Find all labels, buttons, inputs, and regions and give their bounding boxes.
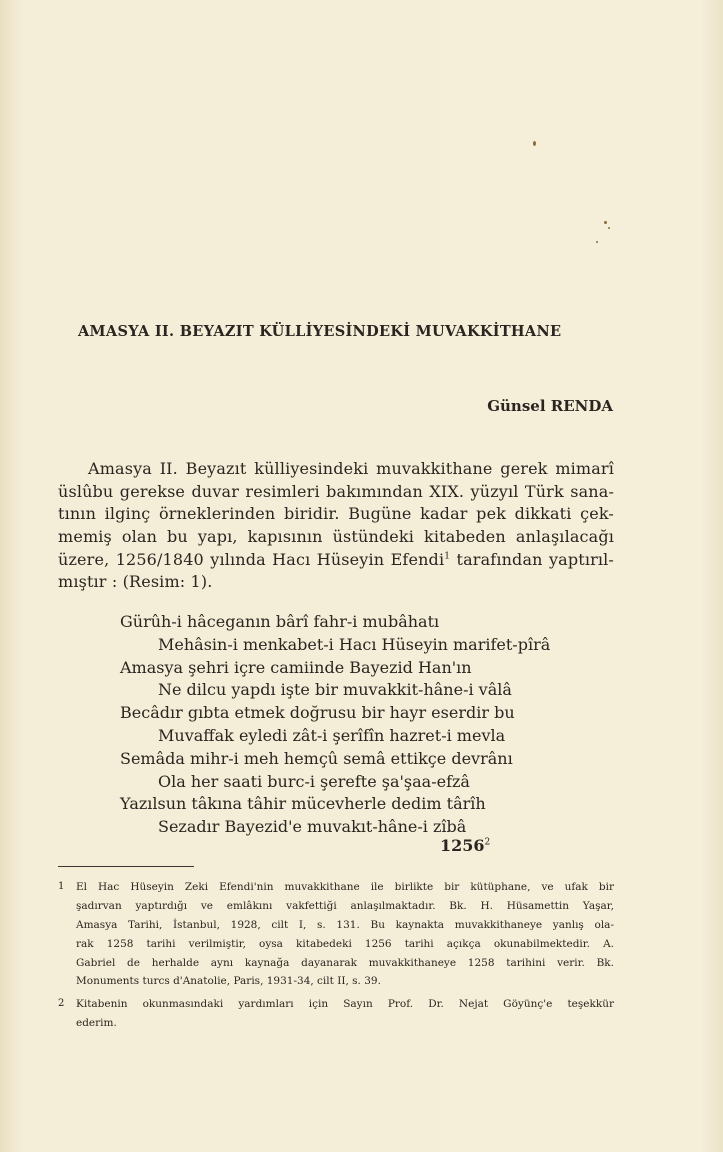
footnote-line: ederim. (76, 1017, 117, 1030)
inscription-poem (120, 612, 551, 840)
poem-year: 1256 (440, 836, 485, 855)
paper-speck (608, 227, 610, 229)
paper-speck (596, 241, 598, 243)
poem-line: Gürûh-i hâceganın bârî fahr-i mubâhatı (120, 612, 440, 631)
poem-line: Yazılsun tâkına tâhir mücevherle dedim târîh (120, 794, 486, 814)
body-line: mıştır : (Resim: 1). (58, 572, 213, 592)
body-line (58, 550, 614, 573)
poem-line: Sezadır Bayezid'e muvakıt-hâne-i zîbâ (158, 817, 467, 837)
poem-line: Ola her saati burc-i şerefte şa'şaa-efzâ (158, 771, 470, 791)
body-line: üslûbu gerekse duvar resimleri bakımından XIX. yüzyıl Türk sana- (58, 481, 614, 501)
body-line-text: üzere, 1256/1840 yılında Hacı Hüseyin Efendi (58, 549, 445, 569)
footnotes (58, 881, 614, 1040)
body-line: tının ilginç örneklerinden biridir. Bugüne kadar pek dikkati çek- (58, 504, 614, 524)
poem-date (440, 836, 490, 855)
poem-line: Muvaffak eyledi zât-i şerîfîn hazret-i mevla (158, 725, 506, 745)
footnote-line: Kitabenin okunmasındaki yardımları için Sayın Prof. Dr. Nejat Göyünç'e teşekkür (76, 998, 614, 1011)
footnote-line: El Hac Hüseyin Zeki Efendi'nin muvakkithane ile birlikte bir kütüphane, ve ufak bir (76, 881, 614, 893)
body-paragraph (58, 459, 614, 595)
footnote-line: Gabriel de herhalde aynı kaynağa dayanarak muvakkithaneye 1258 tarihini verir. Bk. (76, 956, 614, 969)
poem-line: Amasya şehri içre camiinde Bayezid Han'ın (120, 657, 472, 677)
footnote (58, 998, 614, 1036)
footnote (58, 881, 614, 994)
poem-line: Ne dilcu yapdı işte bir muvakkit-hâne-i vâlâ (158, 680, 512, 700)
body-line: memiş olan bu yapı, kapısının üstündeki kitabeden anlaşılacağı (58, 527, 614, 547)
footnote-line: şadırvan yaptırdığı ve emlâkını vakfettiği anlaşılmaktadır. Bk. H. Hüsamettin Yaşar, (76, 899, 614, 912)
footnote-ref: 1 (444, 551, 451, 562)
body-line: Amasya II. Beyazıt külliyesindeki muvakkithane gerek mimarî (88, 459, 614, 478)
footnote-number: 1 (58, 881, 65, 892)
footnote-ref: 2 (484, 837, 491, 848)
body-line-tail: tarafından yaptırıl- (450, 549, 614, 569)
poem-line: Mehâsin-i menkabet-i Hacı Hüseyin marifet-pîrâ (158, 634, 551, 654)
footnote-number: 2 (58, 998, 65, 1010)
footnote-line: Monuments turcs d'Anatolie, Paris, 1931-34, cilt II, s. 39. (76, 975, 381, 988)
author-name: Günsel RENDA (487, 397, 613, 415)
paper-speck (604, 221, 607, 224)
footnote-line: rak 1258 tarihi verilmiştir, oysa kitabedeki 1256 tarihi açıkça okunabilmektedir. A. (76, 937, 614, 950)
article-title: AMASYA II. BEYAZIT KÜLLİYESİNDEKİ MUVAKKİTHANE (78, 323, 562, 340)
footnote-divider (58, 866, 194, 867)
poem-line: Becâdır gıbta etmek doğrusu bir hayr eserdir bu (120, 703, 515, 723)
paper-speck (533, 141, 536, 146)
footnote-line: Amasya Tarihi, İstanbul, 1928, cilt I, s. 131. Bu kaynakta muvakkithaneye yanlış ola- (76, 918, 614, 931)
poem-line: Semâda mihr-i meh hemçû semâ ettikçe devrânı (120, 748, 513, 768)
